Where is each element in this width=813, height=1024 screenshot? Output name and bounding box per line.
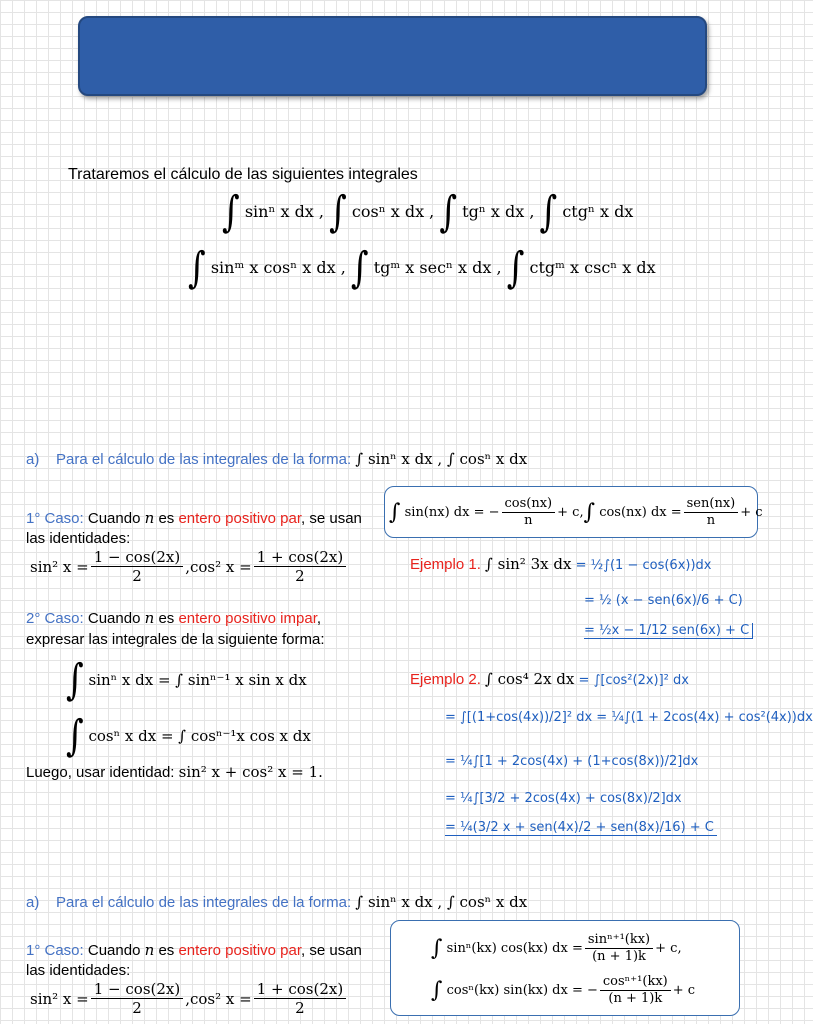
case1-identities: sin² x = $\frac{1 - \cos(2x)}{2}$ ,cos² x = $\frac{1 + \cos(2x)}{2}$: [30, 548, 348, 585]
example2-step3: = ¼∫[3/2 + 2cos(4x) + cos(8x)/2]dx: [445, 791, 682, 806]
formula-box-2: ∫ sinⁿ(kx) cos(kx) dx = $\frac{\text{sinⁿ⁺¹(kx)}}{(n + 1)k}$ + c, ∫ cosⁿ(kx) sin(kx) dx = − $\frac{\text{cosⁿ⁺¹(kx)}}{(n + 1)k}$ + c: [390, 920, 740, 1016]
case2-closing: Luego, usar identidad: sin² x + cos² x = 1.: [26, 763, 323, 781]
example1-step2: = ½ (x − sen(6x)/6 + C): [584, 593, 743, 608]
example1-heading: Ejemplo 1. ∫ sin² 3x dx = ½∫(1 − cos(6x))dx: [410, 555, 712, 573]
case2-eq1: ∫ sinⁿ x dx = ∫ sinⁿ⁻¹ x sin x dx: [66, 655, 307, 705]
integral-sign: ∫: [222, 187, 240, 237]
case2-text: 2° Caso: Cuando n es entero positivo impar, expresar las integrales de la siguiente forma:: [26, 609, 325, 648]
example1-step3: = ½x − 1/12 sen(6x) + C: [584, 623, 753, 639]
example2-step2: = ¼∫[1 + 2cos(4x) + (1+cos(8x))/2]dx: [445, 754, 699, 769]
title-banner: [78, 16, 707, 96]
integrals-line-1: ∫ sinⁿ x dx , ∫ cosⁿ x dx , ∫ tgⁿ x dx , ∫ ctgⁿ x dx: [222, 187, 634, 237]
section2-heading: a) Para el cálculo de las integrales de la forma: ∫ sinⁿ x dx , ∫ cosⁿ x dx: [26, 893, 528, 911]
section2-identities: sin² x = $\frac{1 - \cos(2x)}{2}$ ,cos² x = $\frac{1 + \cos(2x)}{2}$: [30, 980, 348, 1017]
formula-box-1: ∫ sin(nx) dx = − $\frac{\cos(nx)}{n}$ + c, ∫ cos(nx) dx = $\frac{\text{sen(nx)}}{n}$ + c: [384, 486, 758, 538]
example2-step4: = ¼(3/2 x + sen(4x)/2 + sen(8x)/16) + C: [445, 820, 717, 836]
example2-heading: Ejemplo 2. ∫ cos⁴ 2x dx = ∫[cos²(2x)]² dx: [410, 670, 689, 688]
example2-step1: = ∫[(1+cos(4x))/2]² dx = ¼∫(1 + 2cos(4x) + cos²(4x))dx: [445, 710, 813, 725]
case2-eq2: ∫ cosⁿ x dx = ∫ cosⁿ⁻¹x cos x dx: [66, 711, 311, 761]
integrals-line-2: ∫ sinᵐ x cosⁿ x dx , ∫ tgᵐ x secⁿ x dx , ∫ ctgᵐ x cscⁿ x dx: [188, 243, 656, 293]
section1-heading: a) Para el cálculo de las integrales de la forma: ∫ sinⁿ x dx , ∫ cosⁿ x dx: [26, 450, 528, 468]
case1-text: 1° Caso: Cuando n es entero positivo par, se usan las identidades:: [26, 509, 362, 547]
section2-case1-text: 1° Caso: Cuando n es entero positivo par, se usan las identidades:: [26, 941, 362, 979]
intro-text: Trataremos el cálculo de las siguientes integrales: [68, 166, 418, 183]
